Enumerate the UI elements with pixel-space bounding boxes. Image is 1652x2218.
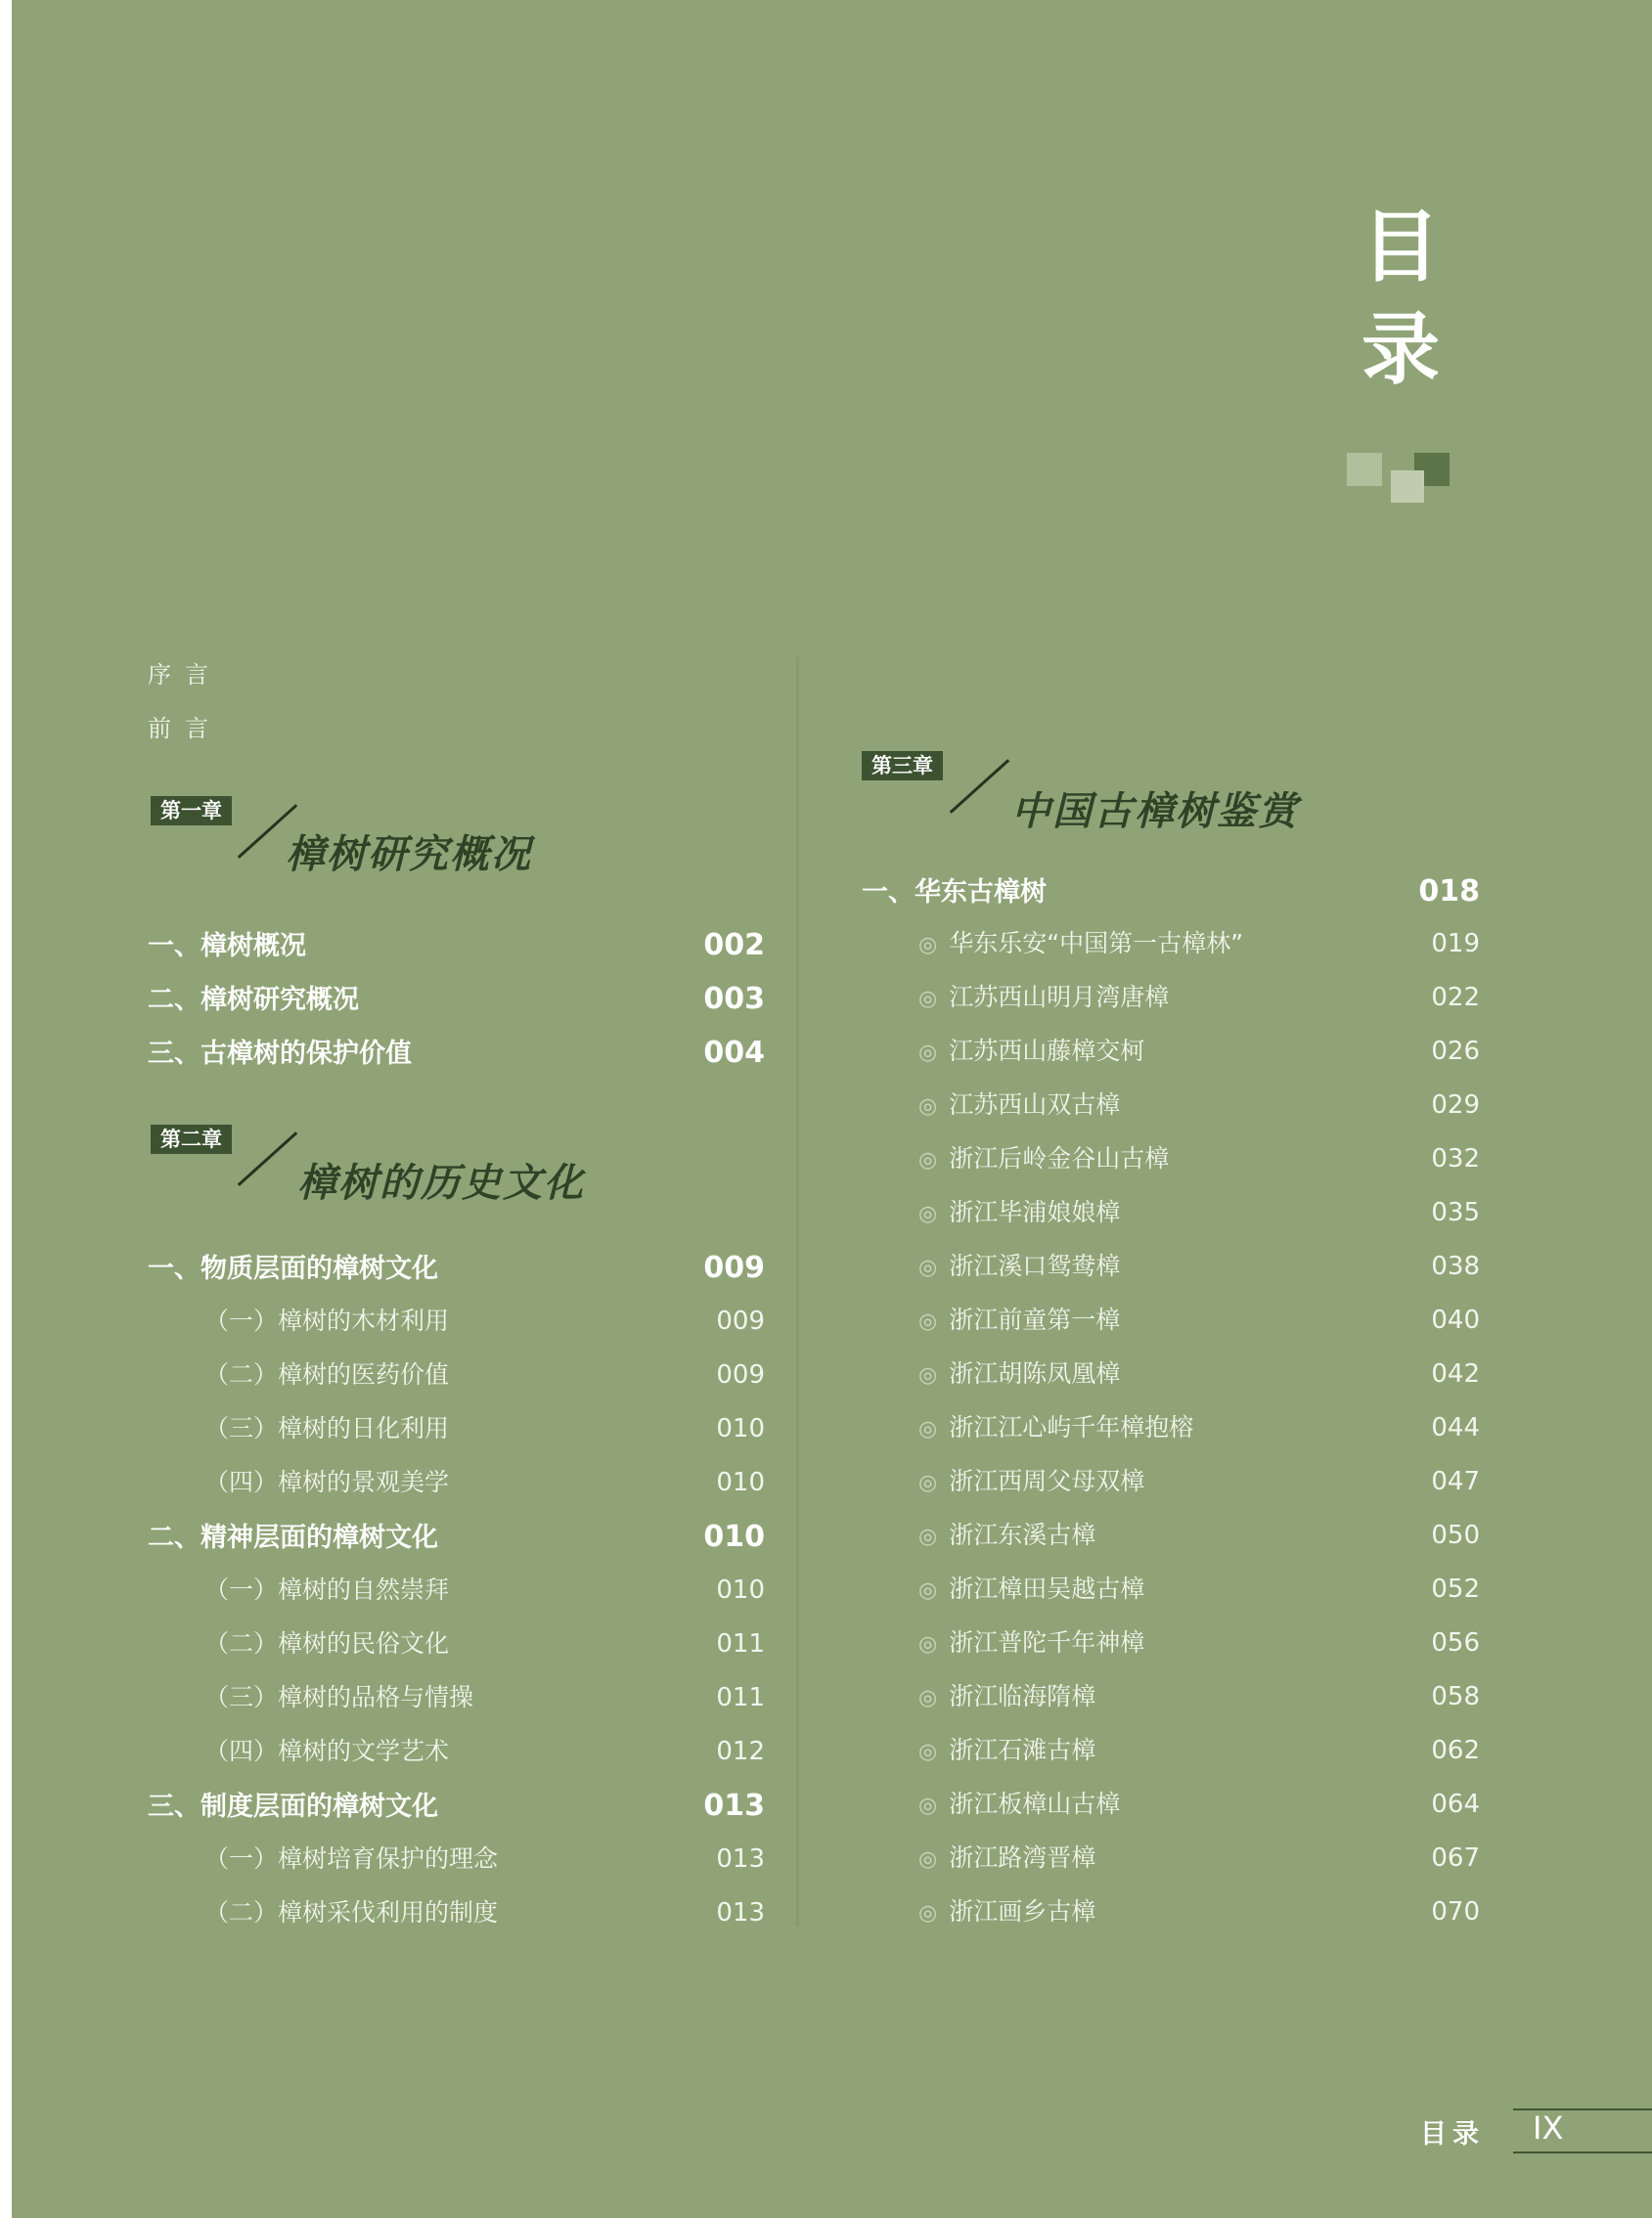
toc-subentry[interactable]	[918, 1731, 1480, 1766]
toc-entry-label: 浙江后岭金谷山古樟	[949, 1144, 1170, 1173]
footer-section-label: 目录	[1420, 2119, 1485, 2150]
toc-subentry[interactable]	[204, 1732, 765, 1767]
page-title-char: 目	[1362, 200, 1440, 292]
toc-entry-page: 011	[716, 1629, 765, 1659]
bullet-icon: ◎	[918, 1525, 938, 1549]
toc-entry-label: 江苏西山双古樟	[949, 1090, 1121, 1119]
toc-subentry[interactable]	[918, 1032, 1480, 1067]
bullet-icon: ◎	[918, 1901, 938, 1926]
toc-entry-page: 070	[1431, 1897, 1480, 1927]
toc-entry-label: 二、精神层面的樟树文化	[148, 1523, 438, 1553]
toc-subentry[interactable]	[204, 1409, 765, 1444]
toc-subentry[interactable]	[204, 1355, 765, 1391]
toc-subentry[interactable]	[918, 1408, 1480, 1443]
toc-entry-label: （三）樟树的品格与情操	[204, 1683, 474, 1711]
chapter-2-tag: 第二章	[151, 1125, 232, 1154]
toc-entry-page: 009	[703, 1251, 765, 1285]
chapter-3-slash	[950, 759, 1009, 814]
toc-subentry[interactable]	[918, 1462, 1480, 1497]
toc-entry-page: 044	[1431, 1413, 1480, 1442]
toc-entry-label: 江苏西山藤樟交柯	[949, 1037, 1145, 1065]
toc-entry-label: 浙江普陀千年神樟	[949, 1628, 1145, 1657]
bullet-icon: ◎	[918, 987, 938, 1011]
toc-subentry[interactable]	[918, 1839, 1480, 1874]
decorative-square	[1391, 470, 1424, 503]
toc-subentry[interactable]	[918, 1247, 1480, 1282]
toc-entry-page: 050	[1431, 1521, 1480, 1550]
toc-entry-label: （二）樟树的医药价值	[204, 1360, 450, 1389]
toc-entry-page: 002	[703, 928, 765, 962]
toc-entry-label: 一、华东古樟树	[862, 877, 1047, 908]
toc-entry-label: 浙江画乡古樟	[949, 1897, 1096, 1926]
chapter-3-tag: 第三章	[862, 751, 943, 780]
toc-subentry[interactable]	[204, 1893, 765, 1929]
toc-entry[interactable]	[148, 978, 765, 1016]
bullet-icon: ◎	[918, 1578, 938, 1603]
toc-subentry[interactable]	[204, 1624, 765, 1660]
toc-entry[interactable]	[148, 1032, 765, 1070]
toc-entry-page: 019	[1431, 929, 1480, 958]
toc-entry-page: 013	[716, 1898, 765, 1928]
toc-entry-label: 一、物质层面的樟树文化	[148, 1254, 438, 1284]
toc-entry-page: 058	[1431, 1682, 1480, 1711]
toc-entry-label: 浙江胡陈凤凰樟	[949, 1359, 1121, 1388]
toc-entry-page: 038	[1431, 1252, 1480, 1281]
toc-subentry[interactable]	[204, 1463, 765, 1498]
toc-entry-page: 029	[1431, 1090, 1480, 1120]
bullet-icon: ◎	[918, 1740, 938, 1764]
bullet-icon: ◎	[918, 1632, 938, 1657]
toc-entry-page: 003	[703, 982, 765, 1016]
toc-entry-label: （一）樟树培育保护的理念	[204, 1844, 499, 1873]
toc-subentry[interactable]	[918, 1623, 1480, 1659]
toc-subentry[interactable]	[918, 1193, 1480, 1228]
toc-entry-label: （三）樟树的日化利用	[204, 1414, 450, 1442]
toc-entry-page: 052	[1431, 1575, 1480, 1604]
page-title	[1362, 196, 1440, 401]
toc-entry-page: 009	[716, 1360, 765, 1390]
toc-subentry[interactable]	[204, 1678, 765, 1713]
toc-entry-label: 浙江前童第一樟	[949, 1306, 1121, 1334]
toc-entry-page: 009	[716, 1307, 765, 1336]
toc-entry-label: （二）樟树的民俗文化	[204, 1629, 450, 1658]
toc-subentry[interactable]	[918, 924, 1480, 959]
bullet-icon: ◎	[918, 1471, 938, 1495]
toc-entry-page: 004	[703, 1036, 765, 1070]
toc-subentry[interactable]	[918, 1516, 1480, 1551]
toc-entry-page: 026	[1431, 1037, 1480, 1066]
toc-subentry[interactable]	[204, 1302, 765, 1337]
toc-entry-label: 浙江樟田吴越古樟	[949, 1575, 1145, 1603]
chapter-1-title: 樟树研究概况	[286, 831, 532, 877]
toc-entry-label: 三、制度层面的樟树文化	[148, 1792, 438, 1822]
toc-entry-label: （四）樟树的文学艺术	[204, 1737, 450, 1765]
bullet-icon: ◎	[918, 1686, 938, 1710]
bullet-icon: ◎	[918, 1202, 938, 1226]
toc-entry-label: 二、樟树研究概况	[148, 985, 359, 1015]
toc-entry-page: 010	[716, 1468, 765, 1497]
bullet-icon: ◎	[918, 1417, 938, 1442]
bullet-icon: ◎	[918, 1148, 938, 1173]
toc-subentry[interactable]	[204, 1571, 765, 1606]
toc-subentry[interactable]	[204, 1840, 765, 1875]
toc-entry-label: 一、樟树概况	[148, 931, 306, 961]
toc-entry-page: 067	[1431, 1843, 1480, 1873]
page-title-char: 录	[1362, 303, 1440, 395]
toc-subentry[interactable]	[918, 1677, 1480, 1712]
toc-entry-label: 浙江临海隋樟	[949, 1682, 1096, 1710]
toc-entry-label: 浙江溪口鸳鸯樟	[949, 1252, 1121, 1280]
bullet-icon: ◎	[918, 1309, 938, 1334]
toc-entry-label: 浙江路湾晋樟	[949, 1843, 1096, 1872]
page-number: IX	[1533, 2109, 1564, 2147]
bullet-icon: ◎	[918, 933, 938, 957]
toc-page	[12, 0, 1652, 2218]
toc-entry-page: 056	[1431, 1628, 1480, 1658]
toc-entry-page: 010	[716, 1414, 765, 1443]
toc-entry-label: 浙江东溪古樟	[949, 1521, 1096, 1549]
toc-entry-label: （一）樟树的木材利用	[204, 1307, 450, 1335]
toc-entry[interactable]	[148, 924, 765, 962]
toc-subentry[interactable]	[918, 1785, 1480, 1820]
toc-entry-label: 三、古樟树的保护价值	[148, 1039, 412, 1069]
bullet-icon: ◎	[918, 1094, 938, 1119]
toc-entry-page: 013	[703, 1789, 765, 1823]
toc-entry-label: 浙江江心屿千年樟抱榕	[949, 1413, 1194, 1442]
toc-entry[interactable]	[862, 870, 1480, 909]
toc-entry-label: （四）樟树的景观美学	[204, 1468, 450, 1496]
toc-entry-label: 浙江毕浦娘娘樟	[949, 1198, 1121, 1226]
bullet-icon: ◎	[918, 1847, 938, 1872]
toc-subentry[interactable]	[918, 1892, 1480, 1928]
toc-entry-page: 012	[716, 1737, 765, 1766]
toc-entry-page: 010	[703, 1520, 765, 1554]
toc-entry-page: 010	[716, 1575, 765, 1605]
column-divider	[796, 657, 799, 1927]
bullet-icon: ◎	[918, 1794, 938, 1818]
toc-subentry[interactable]	[918, 1139, 1480, 1175]
toc-entry-page: 040	[1431, 1306, 1480, 1335]
decorative-square	[1347, 453, 1382, 486]
toc-entry-label: 浙江石滩古樟	[949, 1736, 1096, 1764]
toc-preface-2[interactable]: 前言	[148, 715, 222, 742]
toc-entry-label: 浙江西周父母双樟	[949, 1467, 1145, 1495]
toc-entry-page: 042	[1431, 1359, 1480, 1389]
toc-subentry[interactable]	[918, 1301, 1480, 1336]
toc-entry[interactable]	[148, 1785, 765, 1823]
chapter-2-title: 樟树的历史文化	[297, 1160, 585, 1206]
toc-entry-page: 062	[1431, 1736, 1480, 1765]
toc-preface-1[interactable]: 序言	[148, 661, 222, 688]
toc-entry-page: 047	[1431, 1467, 1480, 1496]
toc-entry-label: （一）樟树的自然崇拜	[204, 1575, 450, 1604]
toc-entry-page: 018	[1418, 874, 1480, 909]
toc-entry[interactable]	[148, 1247, 765, 1285]
toc-entry-page: 035	[1431, 1198, 1480, 1227]
toc-entry-label: 浙江板樟山古樟	[949, 1790, 1121, 1818]
chapter-1-tag: 第一章	[151, 796, 232, 825]
toc-entry-label: 华东乐安“中国第一古樟林”	[949, 929, 1244, 957]
toc-entry-page: 022	[1431, 983, 1480, 1012]
bullet-icon: ◎	[918, 1041, 938, 1065]
toc-entry-label: 江苏西山明月湾唐樟	[949, 983, 1170, 1011]
bullet-icon: ◎	[918, 1256, 938, 1280]
bullet-icon: ◎	[918, 1363, 938, 1388]
toc-entry-page: 032	[1431, 1144, 1480, 1174]
toc-entry-page: 011	[716, 1683, 765, 1712]
toc-entry-page: 013	[716, 1844, 765, 1874]
footer-rule-bottom	[1513, 2151, 1652, 2153]
toc-subentry[interactable]	[918, 1354, 1480, 1390]
toc-subentry[interactable]	[918, 978, 1480, 1013]
chapter-3-title: 中国古樟树鉴赏	[1011, 788, 1299, 834]
toc-subentry[interactable]	[918, 1086, 1480, 1121]
toc-entry-label: （二）樟树采伐利用的制度	[204, 1898, 499, 1927]
toc-entry-page: 064	[1431, 1790, 1480, 1819]
toc-entry[interactable]	[148, 1516, 765, 1554]
chapter-2-slash	[238, 1131, 297, 1186]
toc-subentry[interactable]	[918, 1570, 1480, 1605]
